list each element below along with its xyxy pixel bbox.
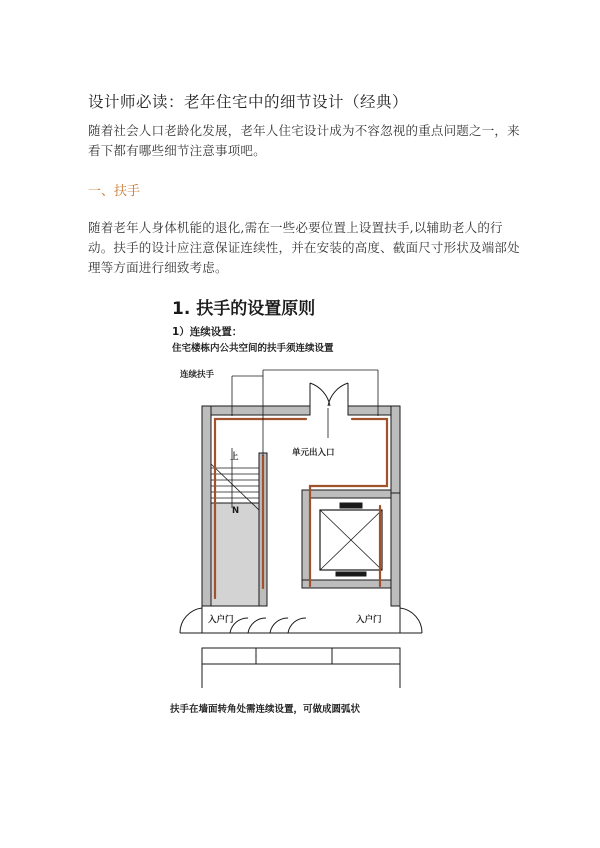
floor-plan-diagram (160, 288, 460, 728)
section-paragraph: 随着老年人身体机能的退化,需在一些必要位置上设置扶手,以辅助老人的行动。扶手的设计应注意保证连续性，并在安装的高度、截面尺寸形状及端部处理等方面进行细致考虑。 (88, 220, 520, 275)
figure-title: 1. 扶手的设置原则 (172, 299, 316, 319)
article-title: 设计师必读：老年住宅中的细节设计（经典） (88, 93, 409, 111)
stair-core (211, 503, 259, 606)
wall-elevator-left (302, 490, 310, 588)
elevator (320, 503, 382, 576)
wall-top-left (202, 406, 310, 415)
entrance-door (310, 383, 348, 410)
wall-right-lower (391, 493, 400, 606)
label-stair-up: 上 (230, 452, 239, 462)
wall-right-upper (391, 406, 400, 504)
label-entry-door-right: 入户门 (356, 615, 382, 625)
section-heading: 一、扶手 (88, 184, 141, 199)
label-stair-down: N (232, 506, 240, 516)
figure-subtitle: 1）连续设置： (172, 326, 243, 338)
intro-paragraph: 随着社会人口老龄化发展，老年人住宅设计成为不容忽视的重点问题之一，来看下都有哪些细节注意事项吧。 (88, 123, 520, 158)
figure-caption: 扶手在墙面转角处需连续设置，可做成圆弧状 (170, 704, 361, 715)
wall-elevator-bottom (302, 580, 391, 588)
label-entry-door-left: 入户门 (208, 615, 234, 625)
figure-subtitle-detail: 住宅楼栋内公共空间的扶手须连续设置 (172, 343, 334, 354)
wall-elevator-top (302, 490, 391, 498)
label-continuous-handrail: 连续扶手 (180, 370, 215, 380)
label-unit-entrance: 单元出入口 (292, 448, 335, 458)
handrail-figure (160, 288, 460, 728)
wall-left (202, 406, 211, 606)
